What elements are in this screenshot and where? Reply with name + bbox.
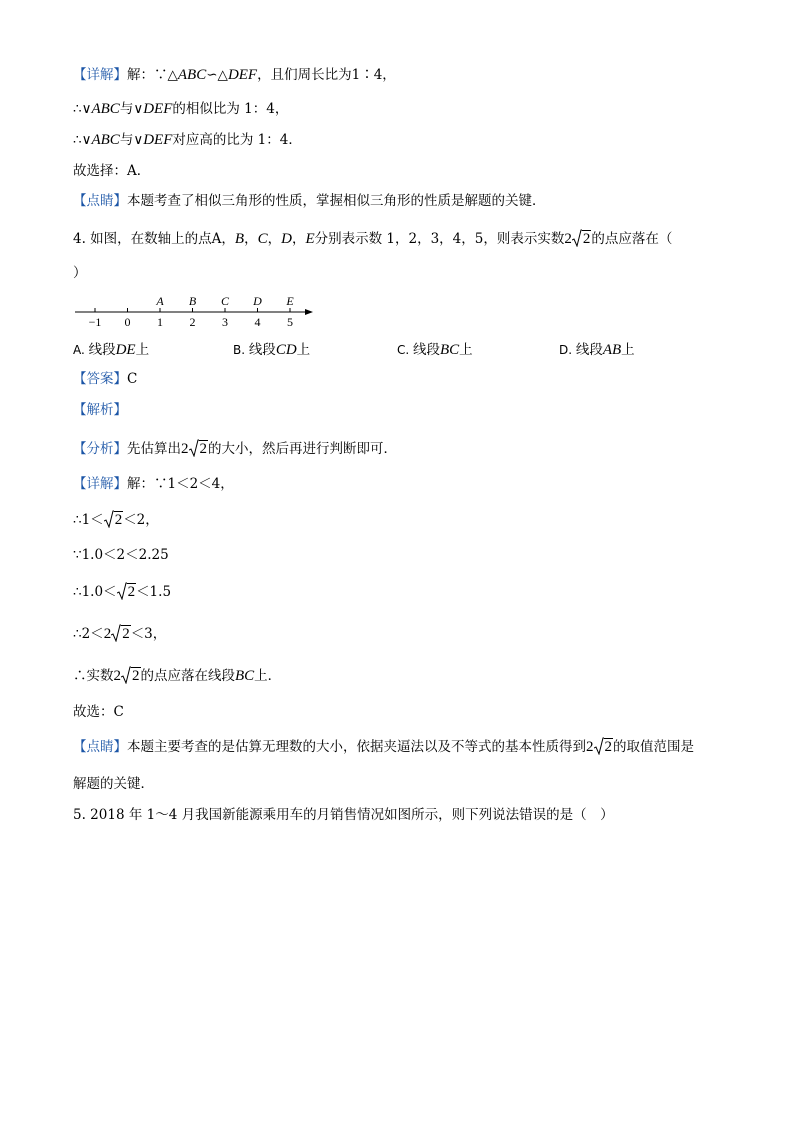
point-label: C (220, 294, 230, 308)
tick-label: 0 (124, 315, 131, 329)
sqrt-expression: 2 (189, 440, 209, 458)
section-tag: 【点睛】 (73, 739, 127, 755)
detail2-line-6: ∴实数2 2的点应落在线段BC上． (73, 668, 282, 684)
comment2-line-2: 解题的关键． (73, 776, 154, 792)
sqrt-expression: 2 (594, 738, 614, 756)
detail2-line-4: ∴1.0＜ 2＜1.5 (73, 584, 172, 600)
analysis-line: 【分析】先估算出2 2的大小，然后再进行判断即可． (73, 441, 397, 457)
sqrt-expression: 2 (572, 230, 592, 248)
tick-label: 2 (189, 315, 196, 329)
section-tag: 【解析】 (73, 402, 127, 418)
option-b[interactable]: B. 线段CD上 (233, 342, 311, 358)
option-a[interactable]: A. 线段DE上 (73, 342, 150, 358)
sqrt-expression: 2 (121, 667, 141, 685)
sqrt-expression: 2 (117, 583, 137, 601)
tick-label: 1 (157, 315, 163, 329)
point-label: D (253, 294, 262, 308)
question-5-stem: 5. 2018 年 1～4 月我国新能源乘用车的月销售情况如图所示，则下列说法错误的是（ ） (73, 807, 614, 823)
detail2-line-5: ∴2＜2 2＜3， (73, 626, 167, 642)
detail2-line-3: ∵1.0＜2＜2.25 (73, 547, 169, 563)
detail-line-2: ∴∨ABC与∨DEF的相似比为 1：4， (73, 101, 289, 117)
point-label: A (156, 294, 164, 308)
point-label: E (286, 294, 294, 308)
detail2-line-1: 【详解】解：∵1＜2＜4， (73, 476, 234, 492)
tick-label: −1 (88, 315, 102, 329)
detail2-line-2: ∴1＜ 2＜2， (73, 512, 159, 528)
answer-line: 【答案】C (73, 371, 138, 387)
section-tag: 【详解】 (73, 67, 127, 83)
comment-line: 【点睛】本题考查了相似三角形的性质，掌握相似三角形的性质是解题的关键． (73, 193, 546, 209)
detail-line-3: ∴∨ABC与∨DEF对应高的比为 1：4． (73, 132, 302, 148)
number-line-figure (73, 288, 323, 330)
sqrt-expression: 2 (104, 511, 124, 529)
option-d[interactable]: D. 线段AB上 (559, 342, 635, 358)
detail-line-1: 【详解】解：∵△ABC∽△DEF，且们周长比为1∶4， (73, 67, 396, 83)
analysis-heading (73, 401, 127, 419)
tick-label: 5 (287, 315, 293, 329)
conclusion-line: 故选择：A． (73, 163, 151, 179)
option-c[interactable]: C. 线段BC上 (397, 342, 473, 358)
section-tag: 【分析】 (73, 441, 127, 457)
question-4-stem-line2: ） (73, 265, 87, 281)
arrow-icon (305, 309, 313, 315)
question-4-stem: 4. 如图，在数轴上的点A，B，C，D，E分别表示数 1，2，3，4，5，则表示实数2 2的点应落在（ (73, 231, 673, 247)
tick-label: 3 (222, 315, 228, 329)
section-tag: 【详解】 (73, 476, 127, 492)
section-tag: 【答案】 (73, 371, 127, 387)
detail2-line-7: 故选：C (73, 704, 124, 720)
comment2-line-1: 【点睛】本题主要考查的是估算无理数的大小，依据夹逼法以及不等式的基本性质得到2 2的取值范围是 (73, 739, 694, 755)
section-tag: 【点睛】 (73, 193, 127, 209)
tick-label: 4 (254, 315, 261, 329)
point-label: B (188, 294, 197, 308)
sqrt-expression: 2 (111, 625, 131, 643)
